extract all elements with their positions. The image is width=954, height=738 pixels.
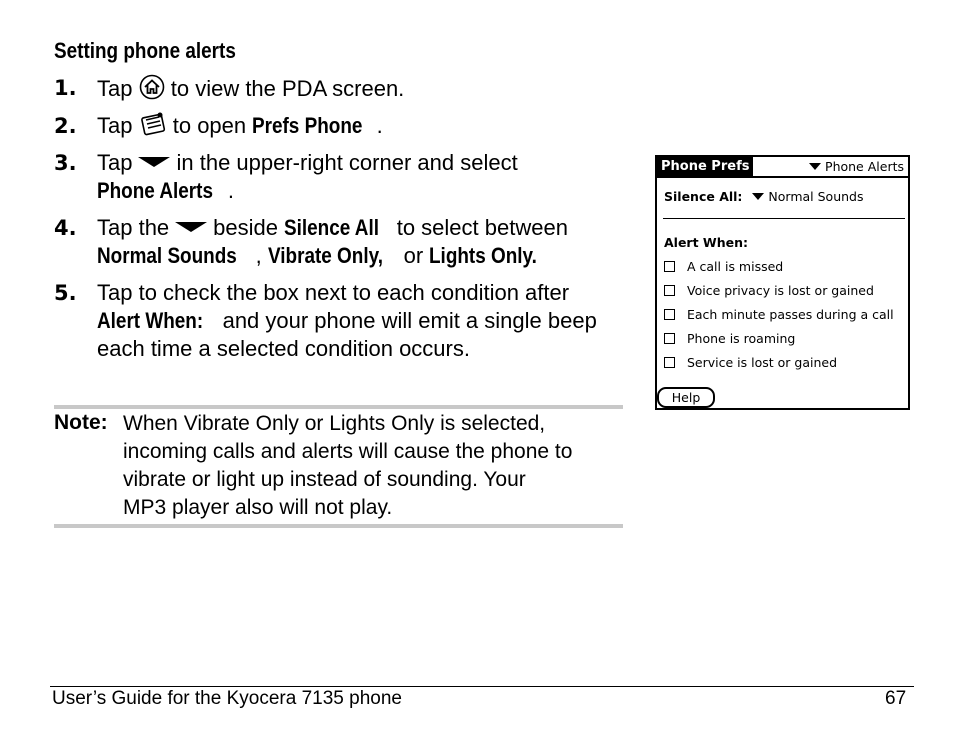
vibrate-only-label: Vibrate Only,	[267, 243, 383, 268]
step-4: Tap the beside Silence All to select between Normal Sounds , Vibrate Only, or Lights Only.	[97, 215, 568, 268]
prefs-phone-label: Prefs Phone	[252, 113, 363, 138]
step-number: 2.	[54, 114, 77, 138]
note-top-rule	[54, 405, 623, 409]
step-number: 5.	[54, 281, 77, 305]
condition-item[interactable]: Each minute passes during a call	[664, 307, 894, 322]
step-number: 1.	[54, 76, 77, 100]
step-2: Tap to open Prefs Phone .	[97, 111, 383, 144]
section-heading: Setting phone alerts	[54, 38, 236, 63]
home-icon	[139, 74, 165, 107]
prefs-phone-icon	[139, 111, 167, 144]
condition-item[interactable]: Service is lost or gained	[664, 355, 837, 370]
step-1: Tap to view the PDA screen.	[97, 74, 404, 107]
alert-when-heading: Alert When:	[664, 235, 748, 250]
dropdown-arrow-icon	[138, 157, 170, 167]
footer-title: User’s Guide for the Kyocera 7135 phone	[52, 688, 402, 709]
step-3: Tap in the upper-right corner and select Phone Alerts .	[97, 150, 518, 203]
condition-item[interactable]: Phone is roaming	[664, 331, 795, 346]
checkbox[interactable]	[664, 333, 675, 344]
alert-when-label: Alert When:	[97, 308, 204, 333]
checkbox[interactable]	[664, 285, 675, 296]
condition-item[interactable]: A call is missed	[664, 259, 783, 274]
pda-title-underline	[657, 176, 908, 178]
pda-separator	[663, 218, 905, 219]
lights-only-label: Lights Only.	[429, 243, 538, 268]
pda-menu-dropdown[interactable]: Phone Alerts	[809, 159, 904, 174]
pda-title: Phone Prefs	[657, 157, 753, 177]
step-number: 3.	[54, 151, 77, 175]
note-text: When Vibrate Only or Lights Only is selected, incoming calls and alerts will cause the phone to vibrate or light up instead of sounding. Your MP3 player also will not play.	[123, 412, 573, 519]
checkbox[interactable]	[664, 261, 675, 272]
condition-item[interactable]: Voice privacy is lost or gained	[664, 283, 874, 298]
dropdown-arrow-icon[interactable]	[752, 193, 764, 200]
dropdown-arrow-icon	[175, 222, 207, 232]
silence-all-row: Silence All: Normal Sounds	[664, 189, 864, 204]
page-number: 67	[885, 688, 907, 709]
silence-all-value[interactable]: Normal Sounds	[768, 189, 864, 204]
note-bottom-rule	[54, 524, 623, 528]
footer-rule	[50, 686, 914, 687]
note-label: Note:	[54, 411, 108, 434]
dropdown-arrow-icon	[809, 163, 821, 170]
pda-screen	[655, 155, 910, 410]
normal-sounds-label: Normal Sounds	[97, 243, 237, 268]
silence-all-label: Silence All	[284, 215, 380, 240]
phone-alerts-label: Phone Alerts	[97, 178, 214, 203]
step-number: 4.	[54, 216, 77, 240]
checkbox[interactable]	[664, 357, 675, 368]
checkbox[interactable]	[664, 309, 675, 320]
step-5: Tap to check the box next to each condition after Alert When: and your phone will emit a single beep each time a selected condition occurs.	[97, 280, 597, 361]
help-button[interactable]: Help	[657, 387, 715, 408]
